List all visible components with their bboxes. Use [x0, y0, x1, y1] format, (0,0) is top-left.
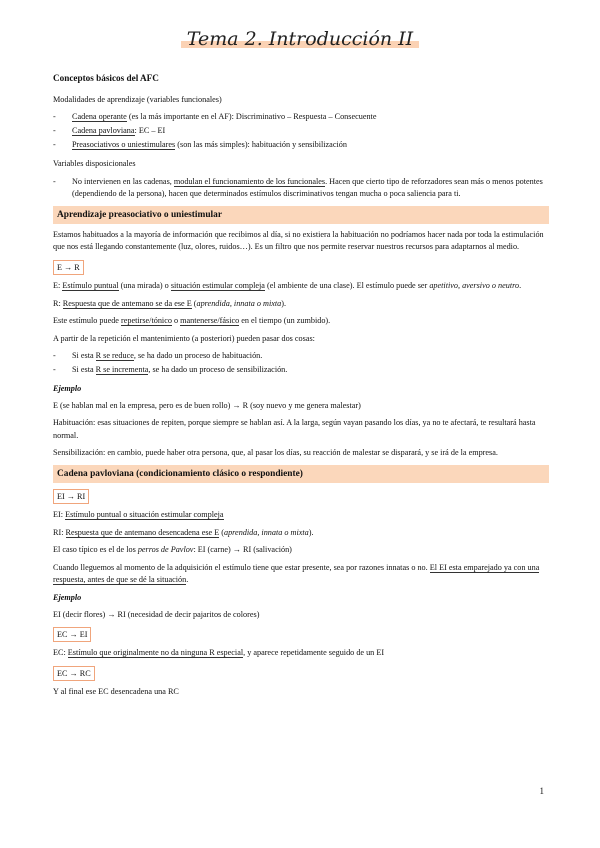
- sensibilizacion-text: Sensibilización: en cambio, puede haber otra persona, que, al pasar los días, su reacción de malestar se disparará, y se irá de la empresa.: [53, 448, 498, 458]
- example-text: EI (decir flores) → RI (necesidad de decir pajaritos de colores): [53, 609, 260, 619]
- dash-icon: -: [53, 140, 56, 150]
- formula-box: EC → EI: [53, 627, 91, 642]
- basic-heading: Conceptos básicos del AFC: [53, 73, 159, 83]
- dash-icon: -: [53, 351, 56, 361]
- example-text: E (se hablan mal en la empresa, pero es de buen rollo) → R (soy nuevo y me genera malestar): [53, 400, 361, 410]
- definition-ri: RI: Respuesta que de antemano desencadena ese E (aprendida, innata o mixta).: [53, 527, 314, 537]
- list-item: - Preasociativos o uniestimulares (son las más simples): habituación y sensibilización: [53, 139, 549, 152]
- section-heading-pavloviana: Cadena pavloviana (condicionamiento clásico o respondiente): [53, 465, 549, 483]
- final-text: Y al final ese EC desencadena una RC: [53, 686, 179, 696]
- modalidades-text: Modalidades de aprendizaje (variables funcionales): [53, 94, 222, 104]
- definition-r: R: Respuesta que de antemano se da ese E (aprendida, innata o mixta).: [53, 298, 287, 308]
- dash-icon: -: [53, 126, 56, 136]
- habituacion-text: Habituación: esas situaciones de repiten, porque siempre se hablan así. A la larga, según vayan pasando los días, ya no te afectará, te resultará hasta normal.: [53, 418, 536, 440]
- formula-box: E → R: [53, 260, 84, 275]
- definition-ei: EI: Estímulo puntual o situación estimular compleja: [53, 509, 224, 519]
- page-number: 1: [539, 786, 544, 796]
- definition-e: E: Estímulo puntual (una mirada) o situación estimular compleja (el ambiente de una clase). El estímulo puede ser apetitivo, aversivo o neutro.: [53, 280, 522, 290]
- example-label: Ejemplo: [53, 592, 82, 602]
- definition-ec: EC: Estímulo que originalmente no da ninguna R especial, y aparece repetidamente seguido de un EI: [53, 648, 385, 658]
- section-heading-preasociativo: Aprendizaje preasociativo o uniestimular: [53, 206, 549, 224]
- page-title: Tema 2. Introducción II: [0, 28, 600, 50]
- list-item: - Si esta R se incrementa, se ha dado un proceso de sensibilización.: [53, 364, 549, 377]
- preasoc-intro: Estamos habituados a la mayoría de información que recibimos al día, si no existiera la habituación no podríamos hacer nada por toda la estimulación que nos está llegando constantemente (luz, olores, ruidos…). Es un filtro que nos permite reservar nuestros recursos para adaptarnos al medio.: [53, 229, 544, 252]
- apartir-text: A partir de la repetición el mantenimiento (a posteriori) pueden pasar dos cosas:: [53, 333, 315, 343]
- variables-text: Variables disposicionales: [53, 158, 136, 168]
- formula-box: EI → RI: [53, 489, 89, 504]
- caso-tipico-text: El caso típico es el de los perros de Pavlov: EI (carne) → RI (salivación): [53, 545, 292, 555]
- list-item: - Cadena pavloviana: EC – EI: [53, 125, 549, 138]
- document-body: [53, 72, 549, 703]
- formula-box: EC → RC: [53, 666, 95, 681]
- estimulo-text: Este estímulo puede repetirse/tónico o mantenerse/fásico en el tiempo (un zumbido).: [53, 316, 331, 326]
- list-item: - Cadena operante (es la más importante en el AF): Discriminativo – Respuesta – Consecuente: [53, 111, 549, 124]
- example-label: Ejemplo: [53, 384, 82, 393]
- list-item: - Si esta R se reduce, se ha dado un proceso de habituación.: [53, 350, 549, 363]
- dash-icon: -: [53, 112, 56, 122]
- cuando-text: Cuando lleguemos al momento de la adquisición el estímulo tiene que estar presente, sea por razones innatas o no. El EI esta emparejado ya con una respuesta, antes de que se dé la situación.: [53, 562, 540, 585]
- list-item: - No intervienen en las cadenas, modulan el funcionamiento de los funcionales. Hacen que cierto tipo de reforzadores sean más o menos potentes (dependiendo de la persona), hacen que determinados estímulos discriminativos tengan mucha o poca saliencia para ti.: [53, 176, 549, 201]
- dash-icon: -: [53, 365, 56, 375]
- dash-icon: -: [53, 176, 56, 186]
